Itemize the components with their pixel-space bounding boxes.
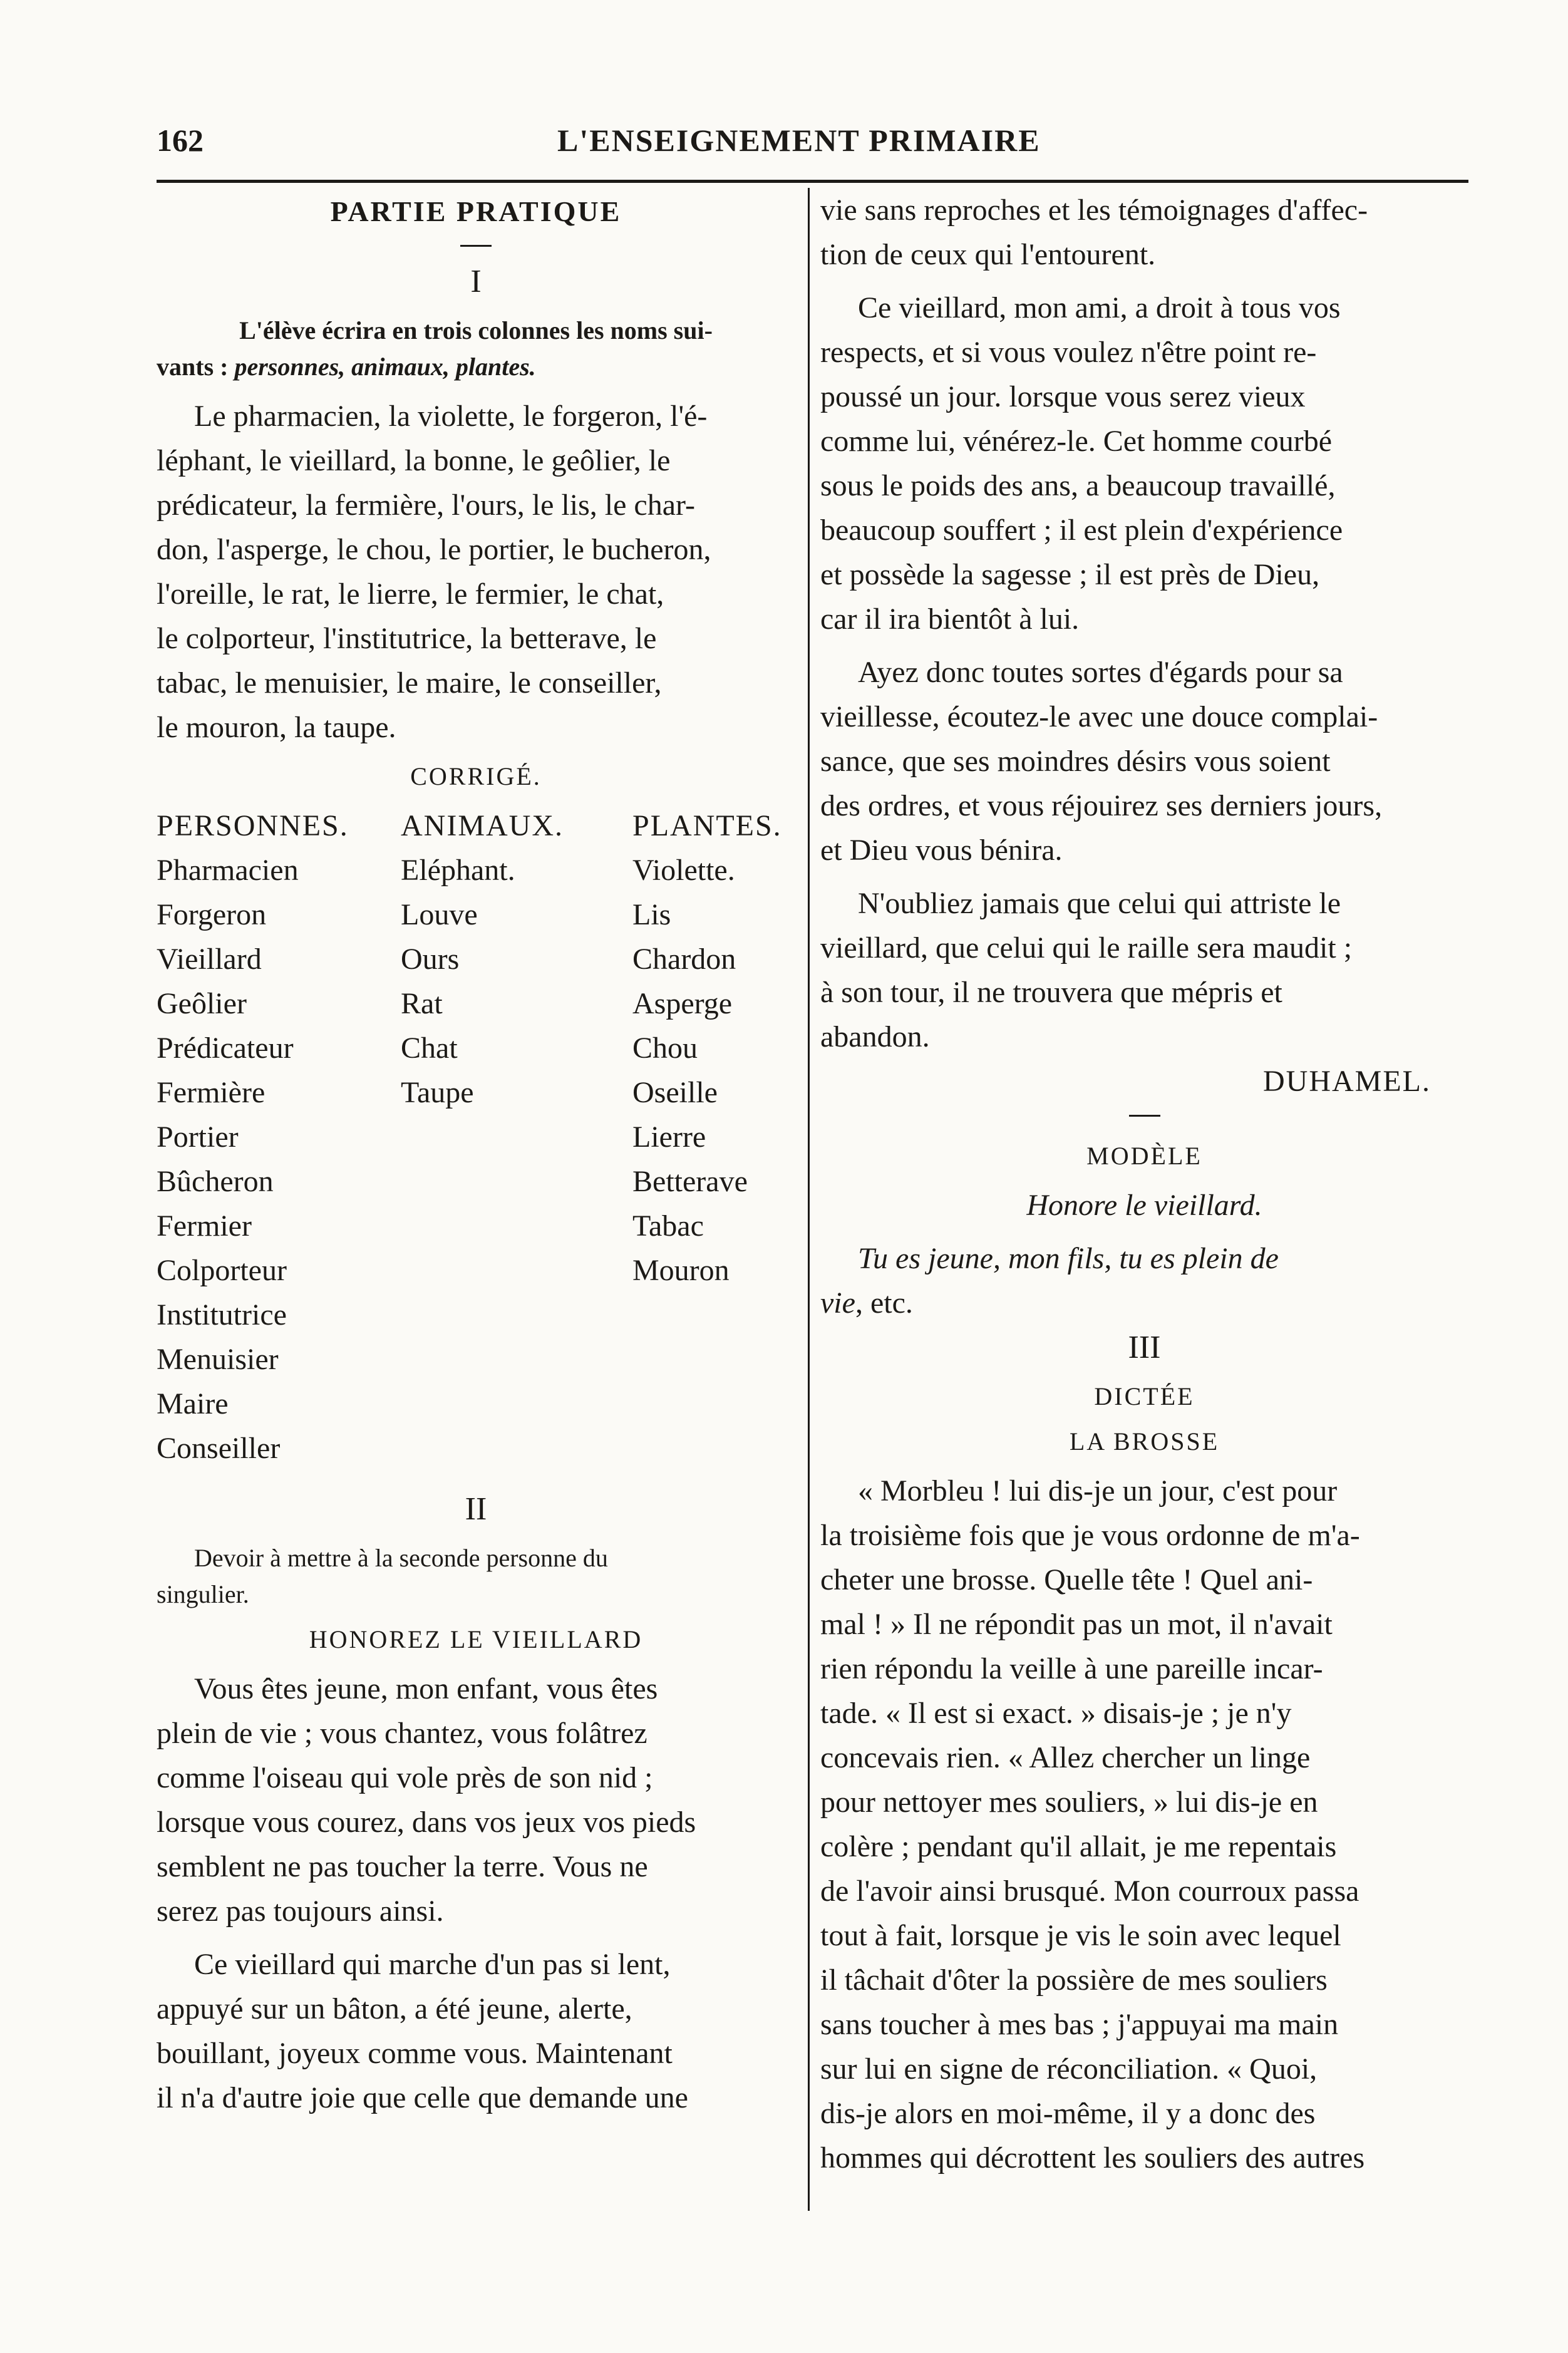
section-dash bbox=[460, 245, 492, 247]
table-cell: Louve bbox=[401, 898, 478, 931]
dictee-line: la troisième fois que je vous ordonne de m'a- bbox=[820, 1519, 1360, 1552]
table-cell: Oseille bbox=[632, 1076, 718, 1109]
table-cell: Fermière bbox=[157, 1076, 266, 1109]
word-list-line: prédicateur, la fermière, l'ours, le lis, le char- bbox=[157, 489, 696, 522]
table-cell bbox=[401, 1337, 632, 1382]
table-cell: Institutrice bbox=[157, 1298, 287, 1332]
dictee-line: mal ! » Il ne répondit pas un mot, il n'avait bbox=[820, 1608, 1333, 1641]
table-cell: Ours bbox=[401, 943, 460, 976]
text-line: comme lui, vénérez-le. Cet homme courbé bbox=[820, 425, 1333, 458]
dictee-label: DICTÉE bbox=[1094, 1382, 1195, 1410]
dictee-line: sur lui en signe de réconciliation. « Quoi, bbox=[820, 2052, 1318, 2086]
table-cell: Asperge bbox=[632, 987, 733, 1020]
table-cell: Rat bbox=[401, 987, 443, 1020]
word-list-line: Le pharmacien, la violette, le forgeron, l'é- bbox=[194, 400, 708, 433]
column-divider bbox=[808, 188, 810, 2211]
table-cell bbox=[401, 1159, 632, 1204]
table-cell: Menuisier bbox=[157, 1343, 279, 1376]
instruction-text: vants : bbox=[157, 353, 235, 381]
column-header: PERSONNES. bbox=[157, 809, 349, 842]
text-line: N'oubliez jamais que celui qui attriste le bbox=[858, 887, 1341, 920]
dictee-line: sans toucher à mes bas ; j'appuyai ma main bbox=[820, 2008, 1339, 2041]
table-cell: Vieillard bbox=[157, 943, 262, 976]
modele-title: Honore le vieillard. bbox=[1026, 1189, 1262, 1222]
table-row bbox=[157, 1026, 795, 1070]
dictee-line: pour nettoyer mes souliers, » lui dis-je en bbox=[820, 1786, 1318, 1819]
table-cell: Colporteur bbox=[157, 1254, 287, 1287]
table-cell bbox=[401, 1293, 632, 1337]
table-row bbox=[157, 1070, 795, 1115]
word-list-line: léphant, le vieillard, la bonne, le geôlier, le bbox=[157, 444, 671, 477]
modele-line bbox=[820, 1281, 1468, 1325]
table-cell: Conseiller bbox=[157, 1432, 281, 1465]
author-signature: DUHAMEL. bbox=[1263, 1065, 1431, 1098]
header-rule bbox=[157, 180, 1468, 183]
classification-table bbox=[157, 804, 795, 1471]
table-cell bbox=[401, 1115, 632, 1159]
right-column bbox=[820, 188, 1468, 2180]
dictee-line: il tâchait d'ôter la possière de mes souliers bbox=[820, 1963, 1328, 1997]
text-line: il n'a d'autre joie que celle que demande une bbox=[157, 2081, 688, 2114]
instruction-line: L'élève écrira en trois colonnes les noms sui- bbox=[239, 316, 713, 344]
table-row bbox=[157, 1426, 795, 1471]
table-cell: Taupe bbox=[401, 1076, 474, 1109]
text-line: plein de vie ; vous chantez, vous folâtrez bbox=[157, 1717, 647, 1750]
word-list-line: tabac, le menuisier, le maire, le conseiller, bbox=[157, 666, 662, 700]
text-line: appuyé sur un bâton, a été jeune, alerte, bbox=[157, 1992, 632, 2025]
dictee-line: « Morbleu ! lui dis-je un jour, c'est pour bbox=[858, 1474, 1338, 1507]
table-row bbox=[157, 981, 795, 1026]
text-line: des ordres, et vous réjouirez ses derniers jours, bbox=[820, 789, 1383, 822]
exercise-title: HONOREZ LE VIEILLARD bbox=[309, 1625, 643, 1653]
table-cell: Betterave bbox=[632, 1165, 748, 1198]
exercise-numeral: III bbox=[1128, 1330, 1161, 1365]
exercise-numeral: I bbox=[470, 264, 482, 299]
instruction-line: singulier. bbox=[157, 1580, 249, 1608]
table-cell: Eléphant. bbox=[401, 854, 515, 887]
table-row bbox=[157, 892, 795, 937]
table-cell: Lierre bbox=[632, 1120, 706, 1154]
instruction-italic: personnes, animaux, plantes. bbox=[234, 353, 536, 381]
table-cell: Chardon bbox=[632, 943, 736, 976]
text-line: poussé un jour. lorsque vous serez vieux bbox=[820, 380, 1306, 413]
table-cell bbox=[401, 1382, 632, 1426]
running-title: L'ENSEIGNEMENT PRIMAIRE bbox=[557, 123, 1041, 158]
text-line: et possède la sagesse ; il est près de Dieu, bbox=[820, 558, 1320, 591]
text-line: tion de ceux qui l'entourent. bbox=[820, 238, 1156, 271]
text-line: comme l'oiseau qui vole près de son nid ; bbox=[157, 1761, 653, 1794]
table-row bbox=[157, 1115, 795, 1159]
text-line: lorsque vous courez, dans vos jeux vos pieds bbox=[157, 1806, 696, 1839]
word-list-line: le mouron, la taupe. bbox=[157, 711, 396, 744]
text-line: car il ira bientôt à lui. bbox=[820, 602, 1080, 636]
dictee-line: de l'avoir ainsi brusqué. Mon courroux passa bbox=[820, 1875, 1359, 1908]
table-cell: Forgeron bbox=[157, 898, 267, 931]
table-cell: Portier bbox=[157, 1120, 239, 1154]
dictee-line: tade. « Il est si exact. » disais-je ; je n'y bbox=[820, 1697, 1292, 1730]
page-number: 162 bbox=[157, 123, 204, 158]
table-cell: Chat bbox=[401, 1032, 458, 1065]
word-list-line: l'oreille, le rat, le lierre, le fermier, le chat, bbox=[157, 577, 664, 611]
table-cell: Violette. bbox=[632, 854, 735, 887]
table-cell: Bûcheron bbox=[157, 1165, 274, 1198]
table-cell: Mouron bbox=[632, 1254, 730, 1287]
dictee-line: concevais rien. « Allez chercher un linge bbox=[820, 1741, 1311, 1774]
left-column bbox=[157, 188, 795, 2120]
table-cell: Chou bbox=[632, 1032, 698, 1065]
table-row bbox=[157, 1204, 795, 1248]
word-list-line: don, l'asperge, le chou, le portier, le bucheron, bbox=[157, 533, 711, 566]
text-line: sance, que ses moindres désirs vous soient bbox=[820, 745, 1331, 778]
instruction-line: Devoir à mettre à la seconde personne du bbox=[194, 1544, 608, 1572]
text-line: semblent ne pas toucher la terre. Vous ne bbox=[157, 1850, 648, 1883]
text-line: serez pas toujours ainsi. bbox=[157, 1895, 444, 1928]
table-cell: Lis bbox=[632, 898, 671, 931]
section-title: PARTIE PRATIQUE bbox=[330, 195, 622, 227]
text-line: Ce vieillard, mon ami, a droit à tous vos bbox=[858, 291, 1341, 324]
column-header: PLANTES. bbox=[632, 809, 782, 842]
exercise-numeral: II bbox=[465, 1491, 487, 1527]
table-row bbox=[157, 848, 795, 892]
section-dash bbox=[1129, 1115, 1160, 1117]
dictee-line: cheter une brosse. Quelle tête ! Quel ani- bbox=[820, 1563, 1313, 1596]
table-row bbox=[157, 1337, 795, 1382]
table-row bbox=[157, 1159, 795, 1204]
table-cell bbox=[632, 1426, 795, 1471]
column-header: ANIMAUX. bbox=[401, 809, 564, 842]
modele-italic: vie bbox=[820, 1286, 855, 1320]
text-line: à son tour, il ne trouvera que mépris et bbox=[820, 976, 1282, 1009]
table-cell: Prédicateur bbox=[157, 1032, 294, 1065]
text-line: vieillesse, écoutez-le avec une douce complai- bbox=[820, 700, 1378, 733]
text-line: sous le poids des ans, a beaucoup travaillé, bbox=[820, 469, 1336, 502]
text-line: vie sans reproches et les témoignages d'affec- bbox=[820, 194, 1368, 227]
dictee-line: colère ; pendant qu'il allait, je me repentais bbox=[820, 1830, 1337, 1863]
text-line: Ayez donc toutes sortes d'égards pour sa bbox=[858, 656, 1343, 689]
text-line: abandon. bbox=[820, 1020, 930, 1053]
text-line: vieillard, que celui qui le raille sera maudit ; bbox=[820, 931, 1353, 964]
modele-text: , etc. bbox=[855, 1286, 913, 1320]
text-line: et Dieu vous bénira. bbox=[820, 834, 1063, 867]
table-cell: Fermier bbox=[157, 1209, 252, 1243]
table-cell bbox=[632, 1293, 795, 1337]
dictee-line: rien répondu la veille à une pareille incar- bbox=[820, 1652, 1323, 1685]
table-cell: Geôlier bbox=[157, 987, 247, 1020]
table-cell bbox=[632, 1382, 795, 1426]
table-cell bbox=[632, 1337, 795, 1382]
table-row bbox=[157, 1248, 795, 1293]
dictee-line: hommes qui décrottent les souliers des autres bbox=[820, 2141, 1365, 2175]
modele-line: Tu es jeune, mon fils, tu es plein de bbox=[858, 1242, 1279, 1275]
table-header-row bbox=[157, 804, 795, 848]
dictee-line: tout à fait, lorsque je vis le soin avec lequel bbox=[820, 1919, 1341, 1952]
text-line: Ce vieillard qui marche d'un pas si lent, bbox=[194, 1948, 671, 1981]
page-header bbox=[157, 122, 1465, 166]
table-cell: Pharmacien bbox=[157, 854, 299, 887]
instruction-line bbox=[157, 349, 795, 385]
text-line: respects, et si vous voulez n'être point re- bbox=[820, 336, 1317, 369]
table-row bbox=[157, 1293, 795, 1337]
table-row bbox=[157, 1382, 795, 1426]
table-cell bbox=[401, 1204, 632, 1248]
text-line: Vous êtes jeune, mon enfant, vous êtes bbox=[194, 1672, 658, 1705]
table-cell bbox=[401, 1426, 632, 1471]
table-cell: Maire bbox=[157, 1387, 229, 1420]
table-cell: Tabac bbox=[632, 1209, 704, 1243]
table-cell bbox=[401, 1248, 632, 1293]
text-line: beaucoup souffert ; il est plein d'expérience bbox=[820, 514, 1343, 547]
text-line: bouillant, joyeux comme vous. Maintenant bbox=[157, 2037, 673, 2070]
word-list-line: le colporteur, l'institutrice, la betterave, le bbox=[157, 622, 657, 655]
dictee-line: dis-je alors en moi-même, il y a donc des bbox=[820, 2097, 1316, 2130]
corrige-label: CORRIGÉ. bbox=[410, 762, 542, 790]
modele-label: MODÈLE bbox=[1086, 1142, 1202, 1170]
table-row bbox=[157, 937, 795, 981]
dictee-title: LA BROSSE bbox=[1069, 1427, 1220, 1456]
